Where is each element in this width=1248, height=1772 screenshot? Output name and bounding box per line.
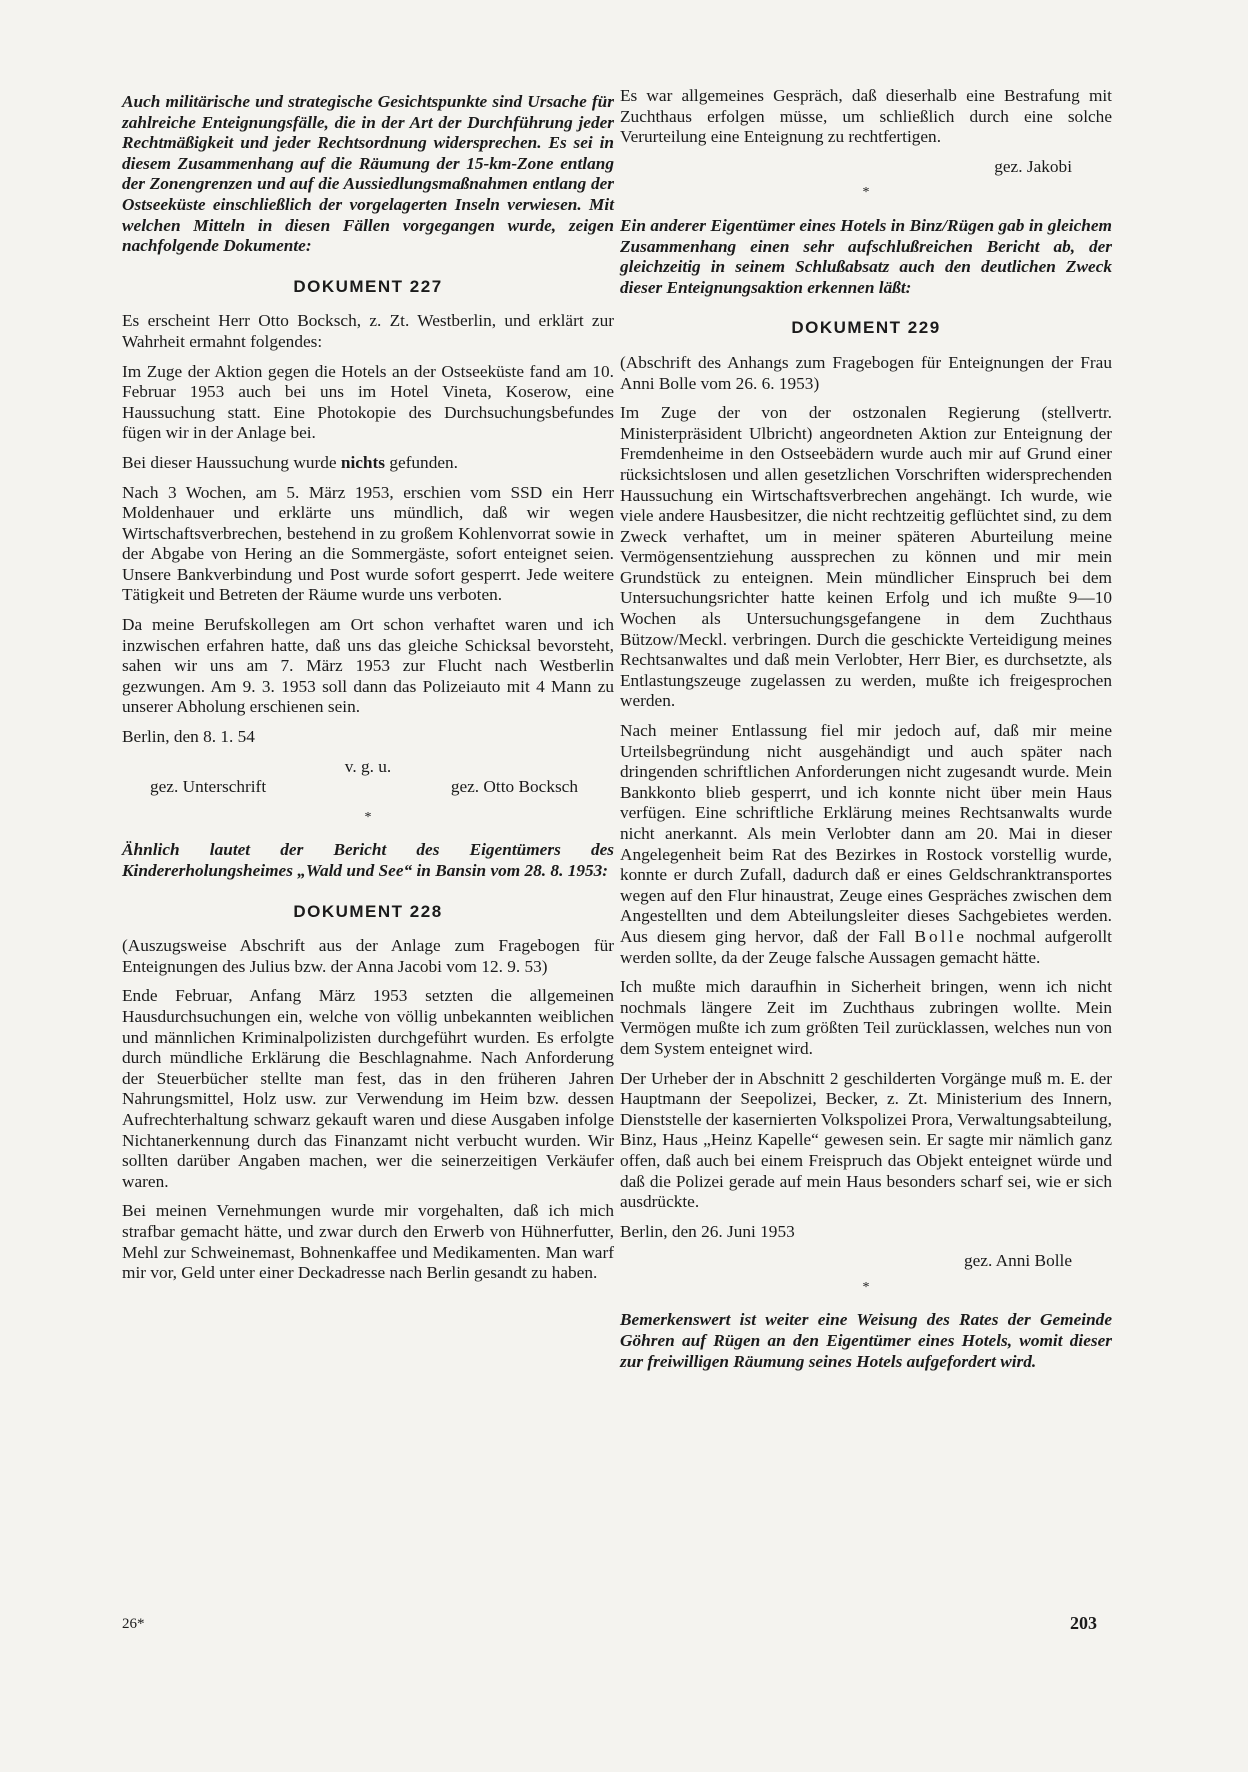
signature-mark: 26* <box>122 1616 145 1632</box>
doc227-signature-block <box>122 757 614 798</box>
doc227-signature-1: gez. Unterschrift <box>150 777 267 797</box>
document-229-heading: DOKUMENT 229 <box>791 318 941 338</box>
doc227-p3-text-c: gefunden. <box>385 452 458 472</box>
separator-star: * <box>862 1279 870 1295</box>
doc227-vgu: v. g. u. <box>344 756 392 776</box>
bridge-paragraph-right: Ein anderer Eigentümer eines Hotels in Binz/Rügen gab in gleichem Zusammenhang einen sehr aufschlußreichen Bericht ab, der gleichzeitig in seinem Schlußabsatz auch den deutlichen Zweck dieser Enteignungsaktion erkennen läßt: <box>620 215 1112 297</box>
doc228-paragraph-1: (Auszugsweise Abschrift aus der Anlage zum Fragebogen für Enteignungen des Julius bzw. der Anna Jacobi vom 12. 9. 53) <box>122 936 614 976</box>
document-227-heading: DOKUMENT 227 <box>293 276 443 296</box>
doc228-continuation: Es war allgemeines Gespräch, daß dieserhalb eine Bestrafung mit Zuchthaus erfolgen müsse, um schließlich durch eine solche Verurteilung eine Enteignung zu rechtfertigen. <box>620 86 1112 147</box>
doc227-place-date: Berlin, den 8. 1. 54 <box>122 727 255 747</box>
doc229-paragraph-5: Der Urheber der in Abschnitt 2 geschilderten Vorgänge muß m. E. der Hauptmann der Seepolizei, Becker, z. Zt. Ministerium des Innern, Dienststelle der kasernierten Volkspolizei Prora, Verwaltungsabteilung, Binz, Haus „Heinz Kapelle“ gewesen sein. Er sagte mir nämlich ganz offen, daß auch bei einem Freispruch das Objekt enteignet würde und daß die Polizei gerade auf mein Haus besonders scharf sei, wie er sich ausdrückte. <box>620 1068 1112 1212</box>
separator-star: * <box>364 809 372 825</box>
doc229-p3-spaced-name: Bolle <box>914 926 967 946</box>
doc229-paragraph-2: Im Zuge der von der ostzonalen Regierung (stellvertr. Ministerpräsident Ulbricht) angeordneten Aktion zur Enteignung der Fremdenheime in den Ostseebädern wurde auch mir auf Grund einer rücksichtslosen und allen gesetzlichen Vorschriften widersprechenden Haussuchung ein Wirtschaftsverbrechen angehängt. Ich wurde, wie viele andere Hausbesitzer, die nicht rechtzeitig geflüchtet sind, zu dem Zweck verhaftet, um in meiner späteren Aburteilung meine Vermögensentziehung aussprechen zu können und mir mein Grundstück zu enteignen. Mein mündlicher Einspruch bei dem Untersuchungsrichter hatte keinen Erfolg und ich mußte 9—10 Wochen als Untersuchungsgefangene in dem Zuchthaus Bützow/Meckl. verbringen. Durch die geschickte Verteidigung meines Rechtsanwaltes und daß mein Verlobter, Herr Bier, es durchsetzte, als Entlastungszeuge zugelassen zu werden, mußte ich freigesprochen werden. <box>620 403 1112 711</box>
doc228-signature: gez. Jakobi <box>994 156 1072 176</box>
doc227-signature-2: gez. Otto Bocksch <box>450 777 578 797</box>
bridge-paragraph-left: Ähnlich lautet der Bericht des Eigentümers des Kindererholungsheimes „Wald und See“ in Bansin vom 28. 8. 1953: <box>122 840 614 880</box>
right-column <box>620 86 1112 1381</box>
doc227-p3-text-a: Bei dieser Haussuchung wurde <box>122 452 341 472</box>
left-column <box>122 92 614 1293</box>
doc227-paragraph-2: Im Zuge der Aktion gegen die Hotels an der Ostseeküste fand am 10. Februar 1953 auch bei uns im Hotel Vineta, Koserow, eine Haussuchung statt. Eine Photokopie des Durchsuchungsbefundes fügen wir in der Anlage bei. <box>122 361 614 443</box>
document-228-heading: DOKUMENT 228 <box>293 901 443 921</box>
intro-paragraph: Auch militärische und strategische Gesichtspunkte sind Ursache für zahlreiche Enteignungsfälle, die in der Art der Durchführung jeder Rechtmäßigkeit und jeder Rechtsordnung widersprechen. Es sei in diesem Zusammenhang auf die Räumung der 15-km-Zone entlang der Zonengrenzen und auf die Aussiedlungsmaßnahmen entlang der Ostseeküste einschließlich der vorgelagerten Inseln verwiesen. Mit welchen Mitteln in diesen Fällen vorgegangen wurde, zeigen nachfolgende Dokumente: <box>122 92 614 256</box>
doc229-paragraph-1: (Abschrift des Anhangs zum Fragebogen für Enteignungen der Frau Anni Bolle vom 26. 6. 1953) <box>620 352 1112 393</box>
closing-paragraph: Bemerkenswert ist weiter eine Weisung des Rates der Gemeinde Göhren auf Rügen an den Eigentümer eines Hotels, womit dieser zur freiwilligen Räumung seines Hotels aufgefordert wird. <box>620 1310 1112 1371</box>
doc229-p3-text-a: Nach meiner Entlassung fiel mir jedoch auf, daß mir meine Urteilsbegründung nicht ausgehändigt und auch später nach dringenden schriftlichen Anforderungen nicht zugesandt wurde. Mein Bankkonto blieb gesperrt, und ich konnte nicht über mein Haus verfügen. Eine schriftliche Erklärung meines Rechtsanwalts wurde nicht anerkannt. Als mein Verlobter dann am 20. Mai in dieser Angelegenheit beim Rat des Bezirkes in Rostock vorstellig wurde, konnte er durch Zufall, dadurch daß er eines Geldschranktransportes wegen auf den Flur hinaustrat, Zeuge eines Gespräches zwischen dem Angestellten und dem Abteilungsleiter dieses Sachgebietes werden. Aus diesem ging hervor, daß der Fall <box>620 721 1112 946</box>
doc228-paragraph-2: Ende Februar, Anfang März 1953 setzten die allgemeinen Hausdurchsuchungen ein, welche von völlig unbekannten weiblichen und männlichen Kriminalpolizisten durchgeführt wurden. Es erfolgte durch mündliche Erklärung die Beschlagnahme. Nach Anforderung der Steuerbücher stellte man fest, das in den früheren Jahren Nahrungsmittel, Holz usw. zur Verwendung im Heim bzw. dessen Aufrechterhaltung schwarz gekauft waren und diese Ausgaben infolge Nichtanerkennung durch das Finanzamt nicht verbucht wurden. Wir sollten darüber Angaben machen, wer die seinerzeitigen Verkäufer waren. <box>122 986 614 1191</box>
doc227-paragraph-5: Da meine Berufskollegen am Ort schon verhaftet waren und ich inzwischen erfahren hatte, daß uns das gleiche Schicksal bevorsteht, sahen wir uns am 7. März 1953 zur Flucht nach Westberlin gezwungen. Am 9. 3. 1953 soll dann das Polizeiauto mit 4 Mann zu unserer Abholung erschienen sein. <box>122 615 614 717</box>
doc229-signature: gez. Anni Bolle <box>964 1251 1072 1271</box>
doc229-p3-text-c: nochmal aufgerollt werden sollte, da der Zeuge falsche Aussagen gemacht hätte. <box>620 926 1112 967</box>
doc228-paragraph-3: Bei meinen Vernehmungen wurde mir vorgehalten, daß ich mich strafbar gemacht hätte, und zwar durch den Erwerb von Hühnerfutter, Mehl zur Schweinemast, Bohnenkaffee und Medikamenten. Man warf mir vor, Geld unter einer Deckadresse nach Berlin gesandt zu haben. <box>122 1201 614 1283</box>
doc229-paragraph-4: Ich mußte mich daraufhin in Sicherheit bringen, wenn ich nicht nochmals längere Zeit im Zuchthaus zubringen wollte. Mein Vermögen mußte ich zum größten Teil zurücklassen, welches nun von dem System enteignet wird. <box>620 977 1112 1058</box>
doc229-place-date: Berlin, den 26. Juni 1953 <box>620 1221 795 1241</box>
doc229-paragraph-3 <box>620 721 1112 968</box>
doc227-paragraph-4: Nach 3 Wochen, am 5. März 1953, erschien vom SSD ein Herr Moldenhauer und erklärte uns mündlich, daß wir wegen Wirtschaftsverbrechen, bestehend in zu großem Kohlenvorrat sowie in der Abgabe von Hering an die Sommergäste, sofort enteignet seien. Unsere Bankverbindung und Post wurde sofort gesperrt. Jede weitere Tätigkeit und Betreten der Räume wurde uns verboten. <box>122 482 614 605</box>
separator-star: * <box>862 185 870 201</box>
doc227-paragraph-1: Es erscheint Herr Otto Bocksch, z. Zt. Westberlin, und erklärt zur Wahrheit ermahnt folgendes: <box>122 311 614 351</box>
page-number: 203 <box>1070 1613 1097 1633</box>
doc227-p3-emphasis: nichts <box>340 452 386 472</box>
doc227-paragraph-3 <box>122 453 614 474</box>
